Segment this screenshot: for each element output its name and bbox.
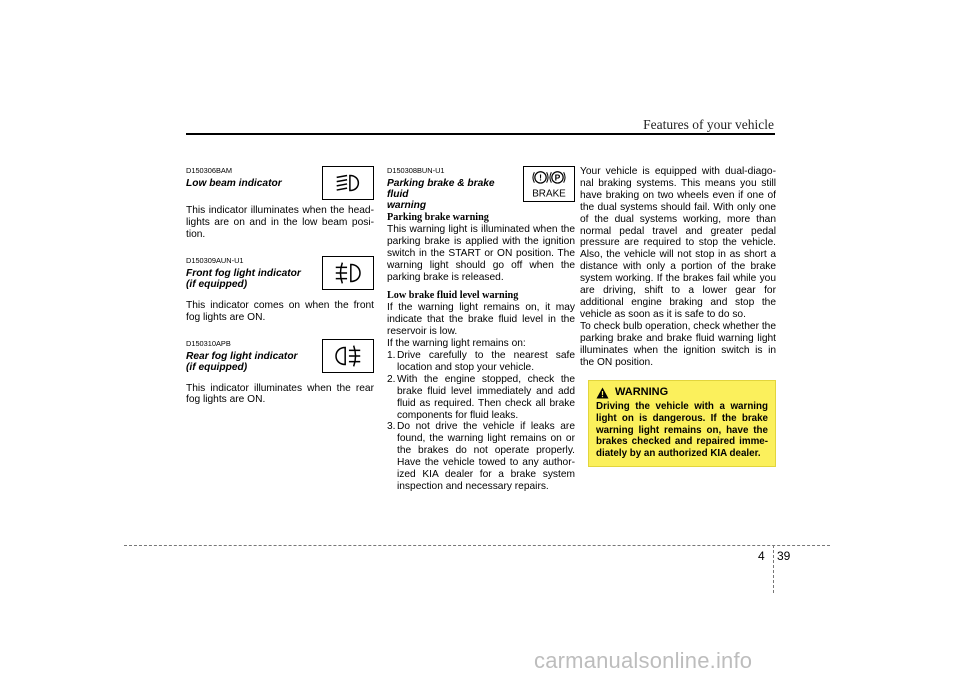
subsection-text: If the warning light remains on: — [387, 338, 526, 350]
paragraph: Your vehicle is equipped with dual-diago-nal braking systems. This means you still have braking on two wheels even if one of the dual systems should fail. With only one of the dual systems working, more than normal pedal travel and greater pedal pressure are required to stop the vehicle. Also, the vehicle will not stop in as short a distance with only a portion of the brake system working. If the brakes fail while you are driving, shift to a lower gear for additional engine braking and stop the vehicle as soon as it is safe to do so. — [580, 166, 776, 320]
list-item: 2. With the engine stopped, check the brake fluid level immediately and add fluid as required. Then check all brake components for fluid leaks. — [387, 373, 575, 421]
watermark: carmanualsonline.info — [534, 648, 753, 673]
warning-title: WARNING — [615, 386, 669, 399]
section-rear-fog — [186, 339, 374, 407]
low-beam-icon — [322, 166, 374, 200]
indicator-heading — [186, 339, 374, 383]
brake-warning-icon — [523, 166, 575, 202]
section-code: D150310APB — [186, 338, 231, 348]
indicator-title-note: (if equipped) — [186, 278, 248, 290]
brake-icon-label: BRAKE — [532, 188, 566, 200]
indicator-heading — [387, 166, 575, 211]
indicator-title: Low beam indicator — [186, 178, 282, 189]
rear-fog-light-icon — [322, 339, 374, 373]
indicator-title-note: (if equipped) — [186, 361, 248, 373]
section-low-beam — [186, 166, 374, 241]
indicator-title-note: warning — [387, 200, 427, 211]
list-item: 1. Drive carefully to the nearest safe location and stop your vehicle. — [387, 349, 575, 373]
brake-icon-mark: ! — [539, 172, 542, 183]
column-indicators — [186, 166, 374, 421]
indicator-title: Parking brake & brake fluid — [387, 178, 495, 200]
indicator-title: Front fog light indicator — [186, 267, 301, 279]
page-header-title: Features of your vehicle — [643, 117, 774, 132]
section-code: D150308BUN-U1 — [387, 166, 445, 175]
header-rule — [186, 133, 775, 135]
paragraph: To check bulb operation, check whether the parking brake and brake fluid warning light illuminates when the ignition switch is in the ON position. — [580, 320, 776, 368]
warning-box — [588, 380, 776, 467]
indicator-title: Rear fog light indicator — [186, 350, 298, 362]
chapter-number: 4 — [758, 549, 765, 563]
indicator-description: This indicator comes on when the front fog lights are ON. — [186, 299, 374, 323]
subsection-heading: Parking brake warning — [387, 212, 489, 223]
brake-icon-letter: P — [554, 172, 561, 183]
subsection-text: This warning light is illuminated when the parking brake is applied with the ignition switch in the START or ON position. The warning light should go off when the parking brake is released. — [387, 223, 575, 283]
section-code: D150306BAM — [186, 166, 233, 175]
page-number: 39 — [777, 549, 791, 563]
warning-text: Driving the vehicle with a warning light on is dangerous. If the brake warning light remains on, have the brakes checked and repaired imme-diately by an authorized KIA dealer. — [596, 401, 768, 459]
list-item: 3. Do not drive the vehicle if leaks are found, the warning light remains on or the brakes do not operate properly. Have the vehicle towed to any author-ized KIA dealer for a brake system inspection and necessary repairs. — [387, 421, 575, 492]
subsection-text: If the warning light remains on, it may indicate that the brake fluid level in the reservoir is low. — [387, 302, 575, 338]
step-list — [387, 350, 575, 493]
page-number-divider — [773, 545, 774, 593]
indicator-description: This indicator illuminates when the head-lights are on and in the low beam posi-tion. — [186, 205, 374, 240]
indicator-heading — [186, 256, 374, 300]
footer-rule — [124, 545, 830, 546]
indicator-heading — [186, 166, 374, 205]
indicator-description: This indicator illuminates when the rear fog lights are ON. — [186, 382, 374, 406]
front-fog-light-icon — [322, 256, 374, 290]
subsection-heading: Low brake fluid level warning — [387, 290, 519, 302]
warning-triangle-icon — [596, 387, 609, 399]
section-front-fog — [186, 256, 374, 324]
column-dual-brakes — [580, 166, 776, 467]
section-code: D150309AUN-U1 — [186, 255, 244, 265]
column-brake-warning — [387, 166, 575, 493]
